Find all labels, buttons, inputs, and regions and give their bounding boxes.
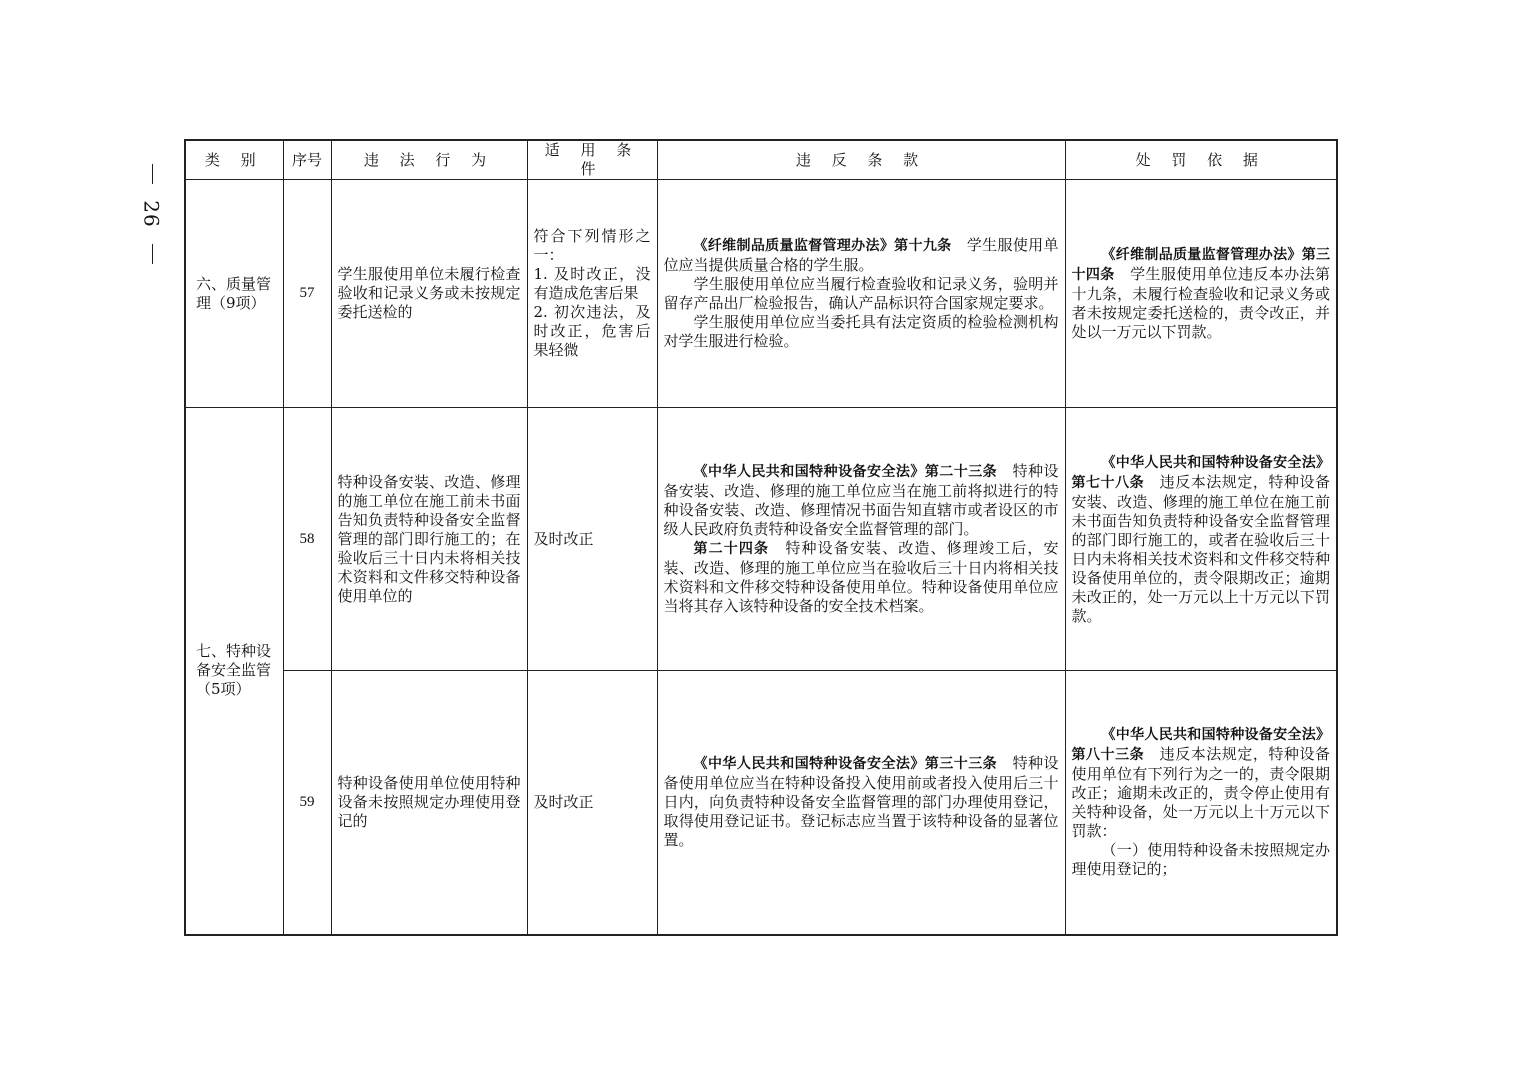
clause-text: 特种设备安装、改造、修理的施工单位应当在施工前将拟进行的特种设备安装、改造、修理情况书面告知直辖市或者设区的市级人民政府负责特种设备安全监督管理的部门。 — [663, 462, 1059, 538]
clause-text: 学生服使用单位应当提供质量合格的学生服。 — [663, 236, 1059, 274]
clause-text: 特种设备使用单位应当在特种设备投入使用前或者投入使用后三十日内，向负责特种设备安全监督管理的部门办理使用登记，取得使用登记证书。登记标志应当置于该特种设备的显著位置。 — [663, 754, 1059, 850]
penalty-table — [184, 139, 1338, 936]
conditions-cell — [527, 180, 657, 408]
header-category: 类 别 — [185, 140, 283, 180]
clause-cell — [657, 408, 1065, 671]
violation-cell — [331, 180, 527, 408]
clause-cell — [657, 671, 1065, 935]
penalty-citation: 《纤维制品质量监督管理办法》第三十四条 — [1071, 247, 1330, 283]
penalty-paragraph — [1072, 245, 1331, 342]
page-number — [132, 160, 172, 280]
clause-paragraph: 学生服使用单位应当履行检查验收和记录义务，验明并留存产品出厂检验报告，确认产品标识符合国家规定要求。 — [663, 275, 1059, 312]
seq-cell: 59 — [283, 671, 331, 935]
clause-citation: 《中华人民共和国特种设备安全法》第二十三条 — [693, 464, 998, 480]
header-seq: 序号 — [283, 140, 331, 180]
clause-paragraph: 学生服使用单位应当委托具有法定资质的检验检测机构对学生服进行检验。 — [663, 313, 1059, 350]
violation-cell — [331, 671, 527, 935]
penalty-text: 违反本法规定，特种设备安装、改造、修理的施工单位在施工前未书面告知负责特种设备安全监督管理的部门即行施工的，或者在验收后三十日内未将相关技术资料和文件移交特种设备使用单位的，责令限期改正；逾期未改正的，处一万元以上十万元以下罚款。 — [1071, 472, 1330, 625]
table-row — [185, 180, 1337, 408]
penalty-paragraph — [1072, 453, 1331, 626]
penalty-citation: 《中华人民共和国特种设备安全法》第八十三条 — [1071, 727, 1330, 764]
clause-citation: 第二十四条 — [693, 541, 770, 557]
condition-line: 2. 初次违法，及时改正，危害后果轻微 — [533, 303, 651, 359]
clause-citation: 《纤维制品质量监督管理办法》第十九条 — [693, 238, 952, 254]
header-violation: 违 法 行 为 — [331, 140, 527, 180]
condition-line: 符合下列情形之一： — [533, 227, 651, 264]
violation-text: 学生服使用单位未履行检查验收和记录义务或未按规定委托送检的 — [337, 265, 521, 321]
penalty-cell — [1065, 671, 1337, 935]
page-number-dash-bottom — [152, 244, 153, 264]
page-number-text: 26 — [139, 200, 164, 228]
clause-citation: 《中华人民共和国特种设备安全法》第三十三条 — [693, 756, 998, 773]
clause-paragraph — [664, 236, 1059, 275]
penalty-item: （一）使用特种设备未按照规定办理使用登记的； — [1071, 841, 1330, 879]
violation-text: 特种设备使用单位使用特种设备未按照规定办理使用登记的 — [337, 773, 521, 830]
header-conditions: 适 用 条 件 — [527, 140, 657, 180]
clause-paragraph — [664, 539, 1059, 616]
conditions-cell — [527, 408, 657, 671]
table-header-row — [185, 140, 1337, 180]
condition-line: 及时改正 — [533, 792, 594, 811]
penalty-text: 违反本法规定，特种设备使用单位有下列行为之一的，责令限期改正；逾期未改正的，责令停止使用有关特种设备，处一万元以上十万元以下罚款： — [1071, 745, 1330, 841]
header-clause: 违 反 条 款 — [657, 140, 1065, 180]
violation-text: 特种设备安装、改造、修理的施工单位在施工前未书面告知负责特种设备安全监督管理的部门即行施工的；在验收后三十日内未将相关技术资料和文件移交特种设备使用单位的 — [337, 472, 521, 605]
violation-cell — [331, 408, 527, 671]
category-cell: 七、特种设备安全监管（5项） — [185, 408, 283, 935]
conditions-cell — [527, 671, 657, 935]
clause-paragraph — [664, 462, 1059, 539]
seq-cell: 58 — [283, 408, 331, 671]
table-row — [185, 408, 1337, 671]
condition-line: 1. 及时改正，没有造成危害后果 — [533, 265, 651, 302]
category-cell: 六、质量管理（9项） — [185, 180, 283, 408]
clause-paragraph — [664, 754, 1059, 850]
clause-text: 特种设备安装、改造、修理竣工后，安装、改造、修理的施工单位应当在验收后三十日内将相关技术资料和文件移交特种设备使用单位。特种设备使用单位应当将其存入该特种设备的安全技术档案。 — [663, 539, 1059, 615]
seq-cell: 57 — [283, 180, 331, 408]
header-penalty: 处 罚 依 据 — [1065, 140, 1337, 180]
penalty-text: 学生服使用单位违反本办法第十九条，未履行检查验收和记录义务或者未按规定委托送检的，责令改正，并处以一万元以下罚款。 — [1071, 265, 1330, 341]
penalty-citation: 《中华人民共和国特种设备安全法》第七十八条 — [1071, 454, 1330, 491]
penalty-cell — [1065, 408, 1337, 671]
page-number-dash-top — [152, 164, 153, 184]
table-row — [185, 671, 1337, 935]
penalty-paragraph — [1072, 725, 1331, 841]
clause-cell — [657, 180, 1065, 408]
penalty-cell — [1065, 180, 1337, 408]
condition-line: 及时改正 — [533, 529, 594, 548]
